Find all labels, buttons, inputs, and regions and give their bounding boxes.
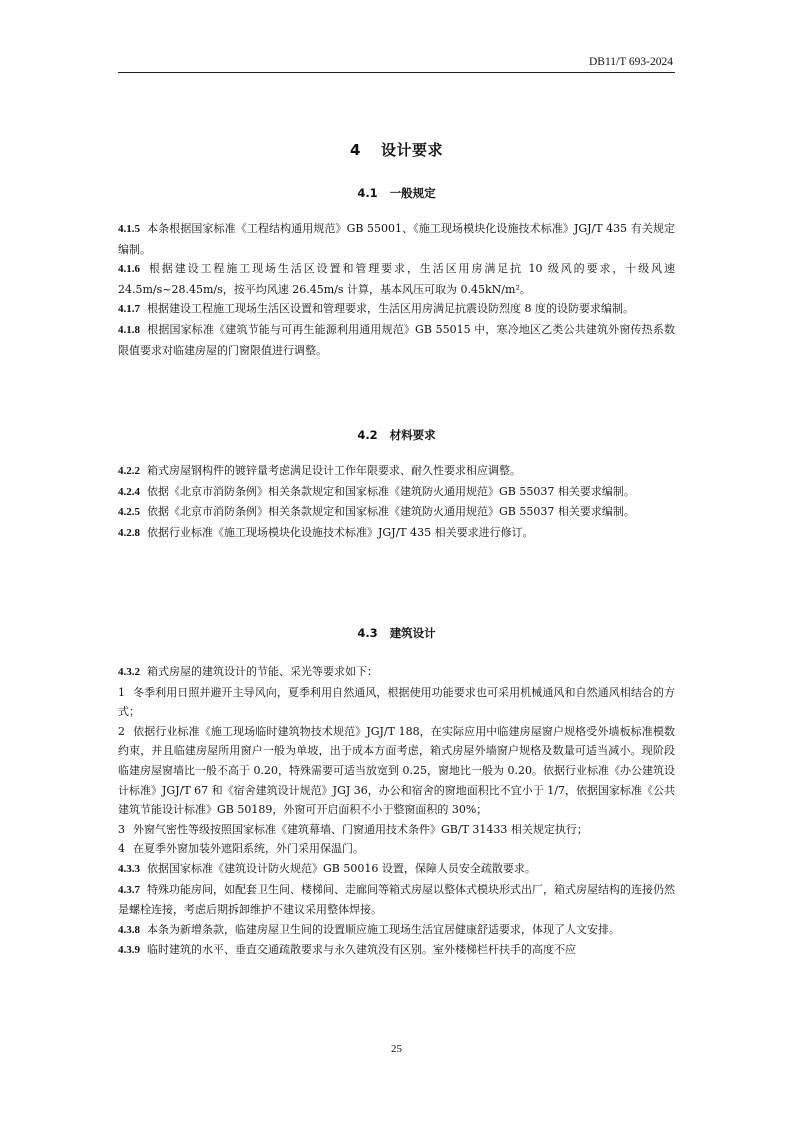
chapter-title bbox=[0, 139, 793, 160]
clause-text: 临时建筑的水平、垂直交通疏散要求与永久建筑没有区别。室外楼梯栏杆扶手的高度不应 bbox=[147, 943, 576, 957]
list-item-1 bbox=[118, 683, 675, 722]
clause-number: 4.3.8 bbox=[118, 923, 140, 936]
item-text: 在夏季外窗加装外遮阳系统，外门采用保温门。 bbox=[133, 842, 364, 856]
page-number: 25 bbox=[391, 1043, 402, 1055]
clause-text: 根据建设工程施工现场生活区设置和管理要求，生活区用房满足抗震设防烈度 8 度的设防要求编制。 bbox=[147, 302, 634, 316]
clause-4-2-5 bbox=[118, 502, 675, 523]
clause-number: 4.3.3 bbox=[118, 862, 140, 875]
clause-4-3-3 bbox=[118, 859, 675, 880]
chapter-title-text: 设计要求 bbox=[380, 141, 443, 159]
section-title-4-2 bbox=[0, 427, 793, 443]
section-title-text: 材料要求 bbox=[389, 428, 436, 442]
section-number: 4.2 bbox=[357, 428, 378, 442]
section-title-4-3 bbox=[0, 625, 793, 641]
section-title-text: 建筑设计 bbox=[389, 626, 436, 640]
clause-4-3-9 bbox=[118, 940, 675, 961]
clause-number: 4.1.7 bbox=[118, 303, 140, 316]
list-item-4 bbox=[118, 839, 675, 859]
header-rule bbox=[118, 72, 675, 73]
clause-4-1-8 bbox=[118, 320, 675, 360]
item-text: 依据行业标准《施工现场临时建筑物技术规范》JGJ/T 188，在实际应用中临建房屋窗户规格受外墙板标准模数约束，并且临建房屋所用窗户一般为单坡，出于成本方面考虑，箱式房屋外墙窗户规格及数量可适当减小。现阶段临建房屋窗墙比一般不高于 0.20，特殊需要可适当放宽到 0.25，窗地比一般为 0.20。依据行业标准《办公建筑设计标准》JGJ/T 67 和《宿舍建筑设计规范》JGJ 36，办公和宿舍的窗地面积比不宜小于 1/7，依据国家标准《公共建筑节能设计标准》GB 50189，外窗可开启面积不小于整窗面积的 30%； bbox=[118, 724, 675, 817]
section-body-4-2 bbox=[118, 461, 675, 543]
section-number: 4.1 bbox=[357, 186, 378, 200]
clause-4-3-2 bbox=[118, 662, 675, 683]
list-item-2 bbox=[118, 722, 675, 820]
item-text: 外窗气密性等级按照国家标准《建筑幕墙、门窗通用技术条件》GB/T 31433 相关规定执行； bbox=[133, 822, 588, 836]
clause-number: 4.2.2 bbox=[118, 465, 140, 477]
clause-text: 本条根据国家标准《工程结构通用规范》GB 55001、《施工现场模块化设施技术标准》JGJ/T 435 有关规定编制。 bbox=[118, 222, 675, 256]
item-text: 冬季利用日照并避开主导风向，夏季利用自然通风，根据使用功能要求也可采用机械通风和自然通风相结合的方式； bbox=[118, 685, 675, 719]
clause-4-2-2 bbox=[118, 461, 675, 482]
clause-text: 本条为新增条款，临建房屋卫生间的设置顺应施工现场生活宜居健康舒适要求，体现了人文安排。 bbox=[147, 922, 620, 936]
section-number: 4.3 bbox=[357, 626, 378, 640]
clause-text: 依据国家标准《建筑设计防火规范》GB 50016 设置，保障人员安全疏散要求。 bbox=[147, 861, 536, 875]
clause-4-3-7 bbox=[118, 880, 675, 920]
list-item-3 bbox=[118, 820, 675, 840]
clause-4-3-8 bbox=[118, 920, 675, 941]
clause-number: 4.3.9 bbox=[118, 944, 140, 957]
clause-4-1-6 bbox=[118, 259, 675, 299]
clause-4-2-4 bbox=[118, 482, 675, 503]
section-title-4-1 bbox=[0, 185, 793, 201]
clause-number: 4.2.8 bbox=[118, 526, 140, 539]
clause-number: 4.3.7 bbox=[118, 883, 140, 896]
clause-4-2-8 bbox=[118, 523, 675, 544]
clause-text: 根据国家标准《建筑节能与可再生能源利用通用规范》GB 55015 中，寒冷地区乙类公共建筑外窗传热系数限值要求对临建房屋的门窗限值进行调整。 bbox=[118, 322, 675, 357]
item-number: 4 bbox=[118, 842, 125, 856]
clause-number: 4.2.4 bbox=[118, 485, 140, 498]
clause-text: 箱式房屋钢构件的镀锌量考虑满足设计工作年限要求、耐久性要求相应调整。 bbox=[147, 464, 521, 477]
item-number: 3 bbox=[118, 822, 125, 836]
section-title-text: 一般规定 bbox=[389, 186, 436, 200]
clause-number: 4.1.6 bbox=[118, 263, 140, 276]
section-body-4-1 bbox=[118, 219, 675, 360]
clause-text: 依据《北京市消防条例》相关条款规定和国家标准《建筑防火通用规范》GB 55037 相关要求编制。 bbox=[147, 484, 635, 498]
clause-4-1-5 bbox=[118, 219, 675, 259]
section-body-4-3 bbox=[118, 662, 675, 961]
clause-text: 箱式房屋的建筑设计的节能、采光等要求如下： bbox=[147, 665, 378, 678]
clause-text: 根据建设工程施工现场生活区设置和管理要求，生活区用房满足抗 10 级风的要求，十级风速 24.5m/s~28.45m/s，按平均风速 26.45m/s 计算，基本风压可取为 0.45kN/m²。 bbox=[118, 262, 675, 296]
chapter-number: 4 bbox=[350, 141, 361, 159]
clause-text: 依据行业标准《施工现场模块化设施技术标准》JGJ/T 435 相关要求进行修订。 bbox=[147, 525, 534, 539]
item-number: 1 bbox=[118, 685, 125, 699]
clause-number: 4.1.5 bbox=[118, 223, 140, 235]
clause-number: 4.3.2 bbox=[118, 666, 140, 678]
header-doc-code: DB11/T 693-2024 bbox=[588, 56, 673, 68]
clause-number: 4.1.8 bbox=[118, 323, 140, 336]
clause-text: 特殊功能房间，如配套卫生间、楼梯间、走廊间等箱式房屋以整体式模块形式出厂，箱式房屋结构的连接仍然是螺栓连接，考虑后期拆卸维护不建议采用整体焊接。 bbox=[118, 882, 675, 917]
clause-number: 4.2.5 bbox=[118, 506, 140, 519]
clause-text: 依据《北京市消防条例》相关条款规定和国家标准《建筑防火通用规范》GB 55037 相关要求编制。 bbox=[147, 505, 635, 519]
item-number: 2 bbox=[118, 724, 125, 738]
clause-4-1-7 bbox=[118, 299, 675, 320]
